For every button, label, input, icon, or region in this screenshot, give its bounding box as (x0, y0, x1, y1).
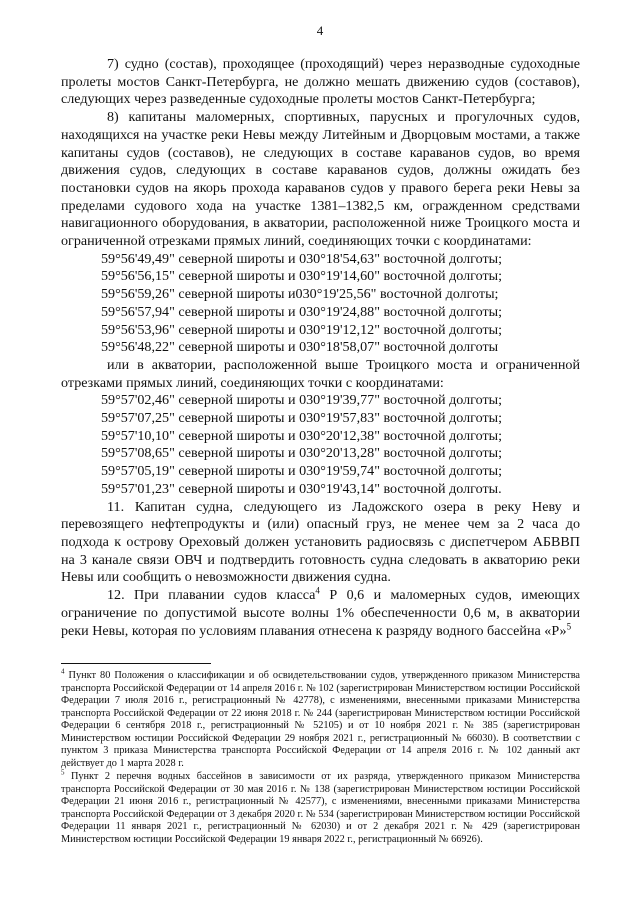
footnote-text: Пункт 80 Положения о классификации и об освидетельствовании судов, утвержденного приказом Министерства транспорта Российской Федерации от 14 апреля 2016 г. № 102 (зарегистрирован Министерством юстиции Российской Федерации 7 июля 2016 г., регистрационный № 42778), с изменениями, внесенными приказами Министерства транспорта Российской Федерации от 22 июня 2018 г. № 244 (зарегистрирован Министерством юстиции Российской Федерации 6 сентября 2018 г., регистрационный № 52105) и от 10 ноября 2021 г. № 385 (зарегистрирован Министерством юстиции Российской Федерации 29 ноября 2021 г., регистрационный № 66030). В соответствии с пунктом 3 приказа Министерства транспорта Российской Федерации от 14 апреля 2016 г. № 102 данный акт действует до 1 марта 2028 г. (61, 670, 580, 769)
coordinate-line: 59°56'57,94" северной широты и 030°19'24,88" восточной долготы; (101, 303, 502, 320)
footnote-text: Пункт 2 перечня водных бассейнов в зависимости от их разряда, утвержденного приказом Министерства транспорта Российской Федерации от 30 мая 2016 г. № 138 (зарегистрирован Министерством юстиции Российской Федерации 21 июня 2016 г., регистрационный № 42577), с изменениями, внесенными приказами Министерства транспорта Российской Федерации от 3 декабря 2020 г. № 534 (зарегистрирован Министерством юстиции Российской Федерации 11 января 2021 г., регистрационный № 62030) и от 2 декабря 2021 г. № 429 (зарегистрирован Министерством юстиции Российской Федерации 19 января 2022 г., регистрационный № 66926). (61, 771, 580, 845)
footnote-mark: 5 (61, 768, 65, 777)
paragraph-12-start: 12. При плавании судов класса (107, 587, 316, 604)
paragraph-7: 7) судно (состав), проходящее (проходящий) через неразводные судоходные пролеты мостов Санкт-Петербурга, не должно мешать движению судов (составов), следующих через разведенные судоходные пролеты мостов Санкт-Петербурга; (61, 56, 580, 108)
coordinates-above-bridge (61, 392, 580, 498)
page-number: 4 (316, 23, 324, 38)
footnote-5 (61, 768, 580, 846)
coordinate-line: 59°56'59,26" северной широты и030°19'25,56" восточной долготы; (101, 286, 499, 303)
footnote-separator (61, 663, 211, 664)
coordinates-below-bridge (61, 251, 580, 357)
paragraph-or: или в акватории, расположенной выше Троицкого моста и ограниченной отрезками прямых линий, соединяющих точки с координатами: (61, 356, 580, 391)
footnotes (61, 667, 580, 847)
coordinate-line: 59°57'10,10" северной широты и 030°20'12,38" восточной долготы; (101, 427, 502, 444)
coordinate-line: 59°57'01,23" северной широты и 030°19'43,14" восточной долготы. (101, 480, 502, 497)
coordinate-line: 59°57'02,46" северной широты и 030°19'39,77" восточной долготы; (101, 392, 502, 409)
paragraph-11: 11. Капитан судна, следующего из Ладожского озера в реку Неву и перевозящего нефтепродукты и (или) опасный груз, не менее чем за 2 часа до подхода к острову Ореховый должен установить радиосвязь с диспетчером АБВВП на 3 канале связи ОВЧ и подтвердить готовность судна следовать в акваторию реки Невы или сообщить о невозможности движения судна. (61, 498, 580, 586)
footnote-ref-5[interactable]: 5 (566, 620, 572, 631)
document-body (61, 56, 580, 640)
coordinate-line: 59°57'07,25" северной широты и 030°19'57,83" восточной долготы; (101, 410, 502, 427)
coordinate-line: 59°56'53,96" северной широты и 030°19'12,12" восточной долготы; (101, 321, 502, 338)
footnote-mark: 4 (61, 667, 65, 676)
coordinate-line: 59°56'49,49" северной широты и 030°18'54,63" восточной долготы; (101, 250, 502, 267)
paragraph-8: 8) капитаны маломерных, спортивных, парусных и прогулочных судов, находящихся на участке реки Невы между Литейным и Дворцовым мостами, а также капитаны судов (составов), не следующих в составе караванов судов, во время движения судов, следующих в составе караванов судов, должны ожидать без постановки судов на якорь прохода караванов судов у правого берега реки Невы за пределами судового хода на участке 1381–1382,5 км, огражденном средствами навигационного оборудования, в акватории, расположенной ниже Троицкого моста и ограниченной отрезками прямых линий, соединяющих точки с координатами: (61, 109, 580, 250)
coordinate-line: 59°56'56,15" северной широты и 030°19'14,60" восточной долготы; (101, 268, 502, 285)
coordinate-line: 59°57'05,19" северной широты и 030°19'59,74" восточной долготы; (101, 463, 502, 480)
coordinate-line: 59°56'48,22" северной широты и 030°18'58,07" восточной долготы (101, 339, 499, 356)
footnote-4 (61, 667, 580, 770)
paragraph-12 (61, 587, 580, 640)
footnote-ref-4[interactable]: 4 (315, 585, 320, 596)
coordinate-line: 59°57'08,65" северной широты и 030°20'13,28" восточной долготы; (101, 445, 502, 462)
paragraph-12-rest: Р 0,6 и маломерных судов, имеющих ограничение по допустимой высоте волны 1% обеспеченности 0,6 м, в акватории реки Невы, которая по условиям плавания отнесена к разряду водного бассейна «Р» (61, 587, 580, 639)
